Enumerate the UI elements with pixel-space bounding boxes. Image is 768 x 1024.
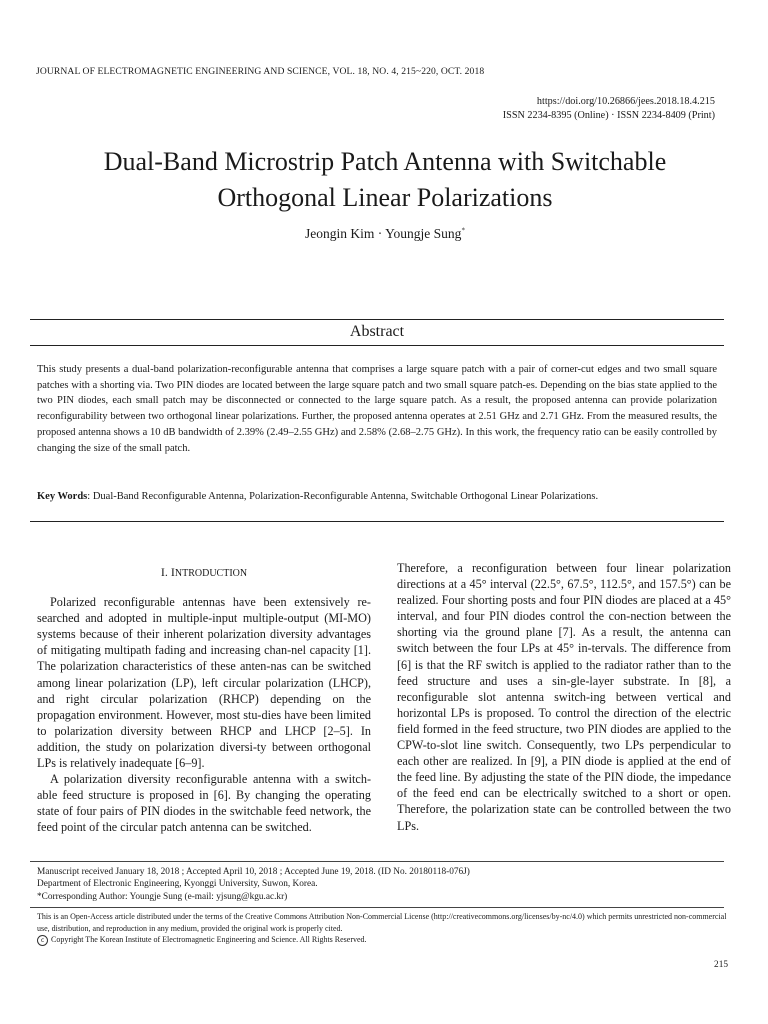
- page-number: 215: [714, 960, 728, 970]
- doi-link[interactable]: https://doi.org/10.26866/jees.2018.18.4.215: [536, 96, 715, 107]
- paper-title: [30, 144, 740, 216]
- corresponding-mark: *: [461, 226, 465, 235]
- footnote-rule: [30, 861, 724, 862]
- right-column: [397, 560, 731, 834]
- section-heading-introduction: [37, 564, 371, 582]
- issn-line: ISSN 2234-8395 (Online) · ISSN 2234-8409 (Print): [502, 110, 715, 121]
- left-column: [37, 560, 371, 836]
- copyright-text: Copyright The Korean Institute of Electromagnetic Engineering and Science. All Rights Reserved.: [51, 935, 367, 944]
- abstract-heading: Abstract: [349, 323, 405, 340]
- abstract-heading-rule: [30, 345, 724, 346]
- author-names: Jeongin Kim · Youngje Sung: [305, 226, 462, 241]
- keywords: [37, 489, 717, 504]
- section-number: I. I: [160, 565, 175, 579]
- abstract-text: This study presents a dual-band polarization-reconfigurable antenna that comprises a large square patch with a pair of corner-cut edges and two small square patches with a shorting via. Two PIN diodes are located between the large square patch and two small square patch-es. Depending on the bias state applied to the two PIN diodes, each small patch may be disconnected or connected to the large square patch. As a result, the proposed antenna can provide polarization reconfigurability between two orthogonal linear polarizations. Further, the proposed antenna operates at 2.51 GHz and 2.71 GHz. From the measured results, the proposed antenna shows a 10 dB bandwidth of 2.39% (2.49–2.55 GHz) and 2.58% (2.68–2.75 GHz). In this work, the frequency ratio can be easily controlled by changing the size of the small patch.: [37, 364, 717, 454]
- keywords-list: : Dual-Band Reconfigurable Antenna, Polarization-Reconfigurable Antenna, Switchable Orthogonal Linear Polarizations.: [87, 491, 599, 502]
- intro-paragraph-2: A polarization diversity reconfigurable antenna with a switch-able feed structure is proposed in [6]. By changing the operating state of four pairs of PIN diodes in the switchable feed network, the feed point of the circular patch antenna can be switched.: [37, 772, 371, 835]
- received-dates: Manuscript received January 18, 2018 ; Accepted April 10, 2018 ; Accepted June 19, 2018. (ID No. 20180118-076J): [37, 867, 470, 877]
- intro-paragraph-3: Therefore, a reconfiguration between four linear polarization directions at a 45° interval (22.5°, 67.5°, 112.5°, and 157.5°) can be realized. Four shorting posts and four PIN diodes are placed at a 45° interval, and four PIN diodes control the con-nection between the shorting via the ground plane [7]. As a result, the antenna can switch between the four LPs at 45° in-tervals. The difference from [6] is that the RF switch is applied to the radiator rather than to the feed structure and uses a sin-gle-layer substrate. In [8], a reconfigurable slot antenna switch-ing between vertical and horizontal LPs is proposed. To control the direction of the electric field formed in the feed structure, two PIN diodes are applied to the CPW-to-slot line switch. Consequently, two LPs perpendicular to each other are realized. In [9], a PIN diode is applied at the end of the feed line. By adjusting the state of the PIN diode, the impedance of the feed end can be electrically switched to a short or open. Therefore, the polarization state can be controlled between the two LPs.: [397, 561, 731, 833]
- corresponding-author: *Corresponding Author: Youngje Sung (e-mail: yjsung@kgu.ac.kr): [37, 891, 288, 902]
- manuscript-footnote: [37, 866, 727, 903]
- title-line-1: Dual-Band Microstrip Patch Antenna with Switchable: [103, 147, 667, 176]
- intro-paragraph-1: Polarized reconfigurable antennas have been extensively re-searched and adopted in multiple-input multiple-output (MI-MO) systems because of their inherent polarization diversity advantages of mitigating multipath fading and increasing chan-nel capacity [1]. The polarization characteristics of these anten-nas can be switched among linear polarization (LP), left circular polarization (LHCP), and right circular polarization (RHCP) depending on the propagation environment. However, most stu-dies have been limited to polarization diversity between RHCP and LHCP [2–5]. In addition, the study on polarization diversi-ty between orthogonal LPs is relatively inadequate [6–9].: [37, 595, 371, 771]
- keywords-label: Key Words: [37, 491, 88, 502]
- abstract-top-rule: [30, 319, 724, 320]
- abstract-bottom-rule: [30, 521, 724, 522]
- affiliation: Department of Electronic Engineering, Kyonggi University, Suwon, Korea.: [37, 879, 318, 890]
- section-title: NTRODUCTION: [174, 568, 248, 579]
- license-rule: [30, 907, 724, 908]
- copyright-icon: c: [37, 935, 48, 946]
- copyright-line: [37, 934, 731, 946]
- journal-header: JOURNAL OF ELECTROMAGNETIC ENGINEERING AND SCIENCE, VOL. 18, NO. 4, 215~220, OCT. 2018: [36, 66, 485, 77]
- title-line-2: Orthogonal Linear Polarizations: [217, 183, 553, 212]
- license-text: This is an Open-Access article distributed under the terms of the Creative Commons Attribution Non-Commercial License (http://creativecommons.org/licenses/by-nc/4.0) which permits unrestricted non-commercial use, distribution, and reproduction in any medium, provided the original work is properly cited.: [37, 912, 727, 933]
- author-list: [30, 226, 740, 242]
- license-footnote: [37, 911, 731, 946]
